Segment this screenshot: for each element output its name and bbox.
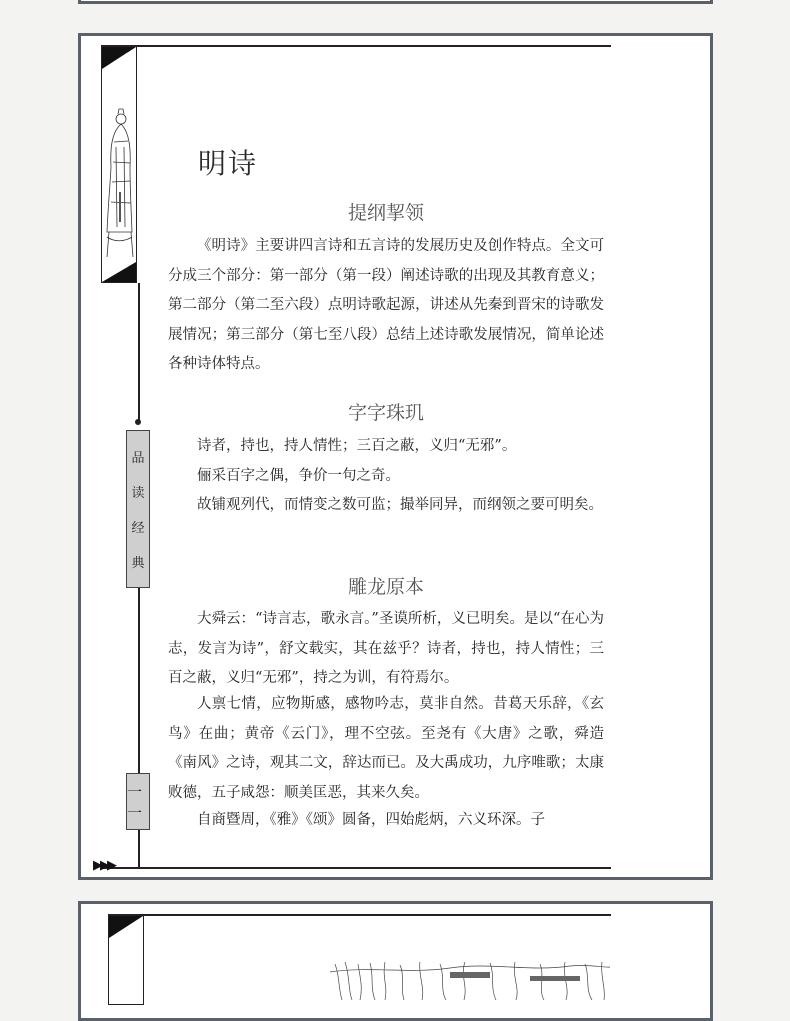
page-title: 明诗: [198, 147, 259, 180]
spine-line-lower: [138, 830, 140, 868]
section-tab-char: 经: [131, 521, 145, 536]
willow-tree-illustration: [330, 962, 610, 1000]
top-rule: [101, 45, 611, 47]
previous-page-card: [78, 0, 713, 4]
paragraph: 自商暨周，《雅》《颂》圆备，四始彪炳，六义环深。子: [197, 812, 545, 828]
banner-corner-bottom: [102, 262, 136, 282]
paragraph: 大舜云：“诗言志，歌永言。”圣谟所析，义已明矣。是以“在心为志，发言为诗”，舒文载实，其在兹乎？诗者，持也，持人情性；三百之蔽，义归“无邪”，持之为训，有符焉尔。: [168, 611, 604, 686]
next-page-scroll-banner: [108, 915, 144, 1005]
bottom-rule: [101, 867, 611, 869]
paragraph: 诗者，持也，持人情性；三百之蔽，义归“无邪”。: [197, 438, 517, 454]
page-number-tab: [126, 773, 150, 830]
section-heading: 提纲挈领: [347, 202, 424, 224]
paragraph: 故铺观列代，而情变之数可监；撮举同异，而纲领之要可明矣。: [197, 497, 603, 513]
next-page-top-rule: [108, 914, 611, 916]
section-heading: 雕龙原本: [347, 576, 424, 598]
page-number: 一一: [127, 782, 143, 822]
paragraph: 人禀七情，应物斯感，感物吟志，莫非自然。昔葛天乐辞，《玄鸟》在曲；黄帝《云门》，理不空弦。至尧有《大唐》之歌，舜造《南风》之诗，观其二文，辞达而已。及大禹成功，九序唯歌；太康败德，五子咸怨：顺美匡恶，其来久矣。: [168, 696, 604, 801]
banner-corner-top: [102, 47, 136, 69]
banner-corner-top: [109, 916, 143, 938]
section-heading: 字字珠玑: [347, 402, 424, 424]
section-tab-char: 典: [131, 556, 145, 571]
spine-line-upper: [138, 283, 140, 423]
scholar-figure-illustration: [104, 107, 134, 267]
scroll-banner: [101, 46, 137, 283]
section-tab: [126, 430, 150, 588]
section-tab-char: 品: [131, 451, 145, 466]
paragraph: 《明诗》主要讲四言诗和五言诗的发展历史及创作特点。全文可分成三个部分：第一部分（第一段）阐述诗歌的出现及其教育意义；第二部分（第二至六段）点明诗歌起源，讲述从先秦到晋宋的诗歌发展情况；第三部分（第七至八段）总结上述诗歌发展情况，简单论述各种诗体特点。: [168, 238, 604, 372]
next-arrows-icon[interactable]: ▶▶▶: [93, 858, 114, 873]
next-page-card: [78, 901, 713, 1021]
section-tab-char: 读: [131, 486, 145, 501]
paragraph: 俪采百字之偶，争价一句之奇。: [197, 468, 400, 484]
spine-dot: [135, 419, 141, 425]
spine-line-mid: [138, 588, 140, 773]
